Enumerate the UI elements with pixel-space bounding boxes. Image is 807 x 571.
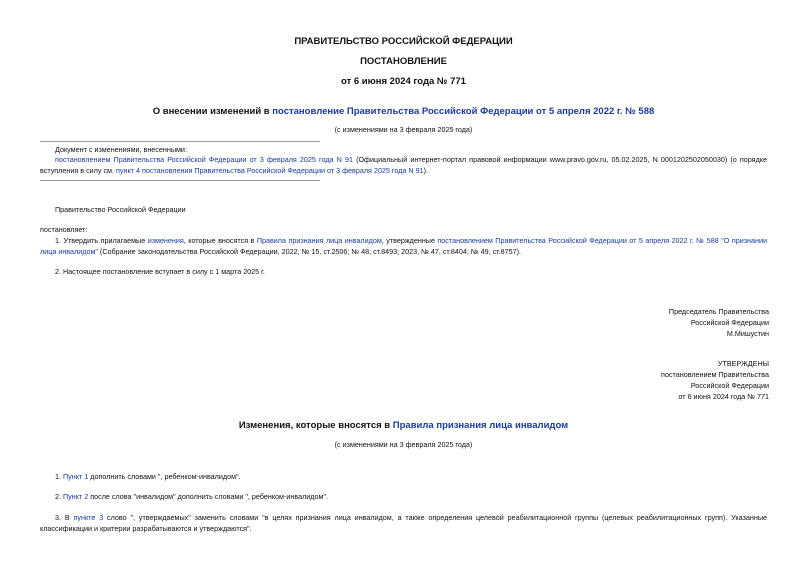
title-prefix: О внесении изменений в: [152, 106, 273, 117]
resolves: постановляет:: [40, 225, 88, 234]
approved-line-3: Российской Федерации: [690, 381, 769, 390]
link-resolution-588[interactable]: постановлением Правительства Российской Федерации от 5 апреля 2022 г. № 588 "О признании лица инвалидом": [40, 236, 767, 256]
changes-link-2[interactable]: пункт 4 постановления Правительства Российской Федерации от 3 февраля 2025 года N 91: [116, 166, 424, 175]
link-point-2[interactable]: Пункт 2: [63, 492, 89, 501]
paragraph-2: 2. Настоящее постановление вступает в силу с 1 марта 2025 г.: [55, 267, 265, 276]
approved-line-2: постановлением Правительства: [661, 370, 769, 379]
changes-link-1[interactable]: постановлением Правительства Российской Федерации от 3 февраля 2025 года N 91: [55, 155, 353, 164]
approved-block: [661, 358, 769, 402]
doc-type-heading: ПОСТАНОВЛЕНИЕ: [360, 56, 447, 67]
signature-line-1: Председатель Правительства: [668, 307, 769, 316]
paragraph-1: 1. Утвердить прилагаемые изменения, которые вносятся в Правила признания лица инвалидом, утвержденные постановлением Правительства Российской Федерации от 5 апреля 2022 г. № 588 "О признании лица инвалидом" (Собрание законодательства Российской Федерации, 2022, № 15, ст.2506; № 48, ст.8493; 2023, № 47, ст.8404; № 49, ст.8757).: [40, 236, 767, 256]
signature-line-2: Российской Федерации: [690, 318, 769, 327]
annex-item-3: 3. В пункте 3 слово ", утверждаемых" заменить словами "в целях признания лица инвалидом, а также определения целевой реабилитационной группы (целевых реабилитационных групп). Указанные классификации и критерии разрабатываются и утверждаются".: [40, 513, 767, 533]
title-link[interactable]: постановление Правительства Российской Федерации от 5 апреля 2022 г. № 588: [272, 106, 655, 117]
revision-note: (с изменениями на 3 февраля 2025 года): [334, 125, 473, 134]
signature-block: [669, 306, 769, 339]
divider-bottom: [40, 180, 320, 181]
annex-title-link[interactable]: Правила признания лица инвалидом: [392, 420, 569, 431]
link-point-1[interactable]: Пункт 1: [63, 472, 89, 481]
annex-item-1: 1. Пункт 1 дополнить словами ", ребенком-инвалидом".: [55, 472, 241, 481]
link-changes[interactable]: изменения: [147, 236, 184, 245]
link-rules[interactable]: Правила признания лица инвалидом: [256, 236, 382, 245]
annex-title: Изменения, которые вносятся в Правила признания лица инвалидом: [238, 420, 569, 431]
document-title: [0, 106, 807, 117]
approved-line-1: УТВЕРЖДЕНЫ: [717, 359, 769, 368]
approved-line-4: от 6 июня 2024 года № 771: [678, 392, 769, 401]
government-heading: ПРАВИТЕЛЬСТВО РОССИЙСКОЙ ФЕДЕРАЦИИ: [294, 36, 513, 47]
changes-text: постановлением Правительства Российской Федерации от 3 февраля 2025 года N 91 (Официальный интернет-портал правовой информации www.pravo.gov.ru, 05.02.2025, N 0001202502050030) (о порядке вступления в силу см. пункт 4 постановления Правительства Российской Федерации от 3 февраля 2025 года N 91).: [40, 155, 767, 175]
annex-revision-note: (с изменениями на 3 февраля 2025 года): [334, 440, 473, 449]
changes-heading: Документ с изменениями, внесенными:: [55, 145, 187, 154]
issuer: Правительство Российской Федерации: [55, 205, 186, 214]
annex-item-2: 2. Пункт 2 после слова "инвалидом" дополнить словами ", ребенком-инвалидом".: [55, 492, 328, 501]
divider-top: [40, 141, 320, 142]
date-number: от 6 июня 2024 года № 771: [341, 76, 466, 87]
signature-name: М.Мишустин: [726, 329, 769, 338]
link-point-3[interactable]: пункте 3: [73, 513, 104, 522]
